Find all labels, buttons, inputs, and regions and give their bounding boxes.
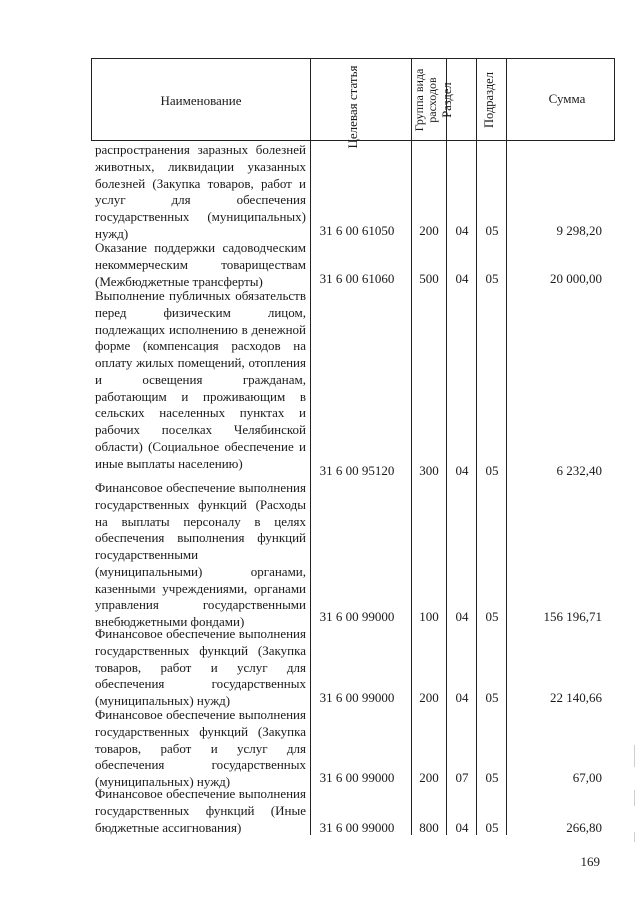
header-expense-group: Группа вида расходов xyxy=(412,68,439,132)
row-target-article: 31 6 00 99000 xyxy=(319,690,395,705)
row-name: Финансовое обеспечение выполнения государственных функций (Расходы на выплаты персоналу в целях обеспечения выполнения функций государственными (муниципальными) органами, казенными учреждениями, органами управления государственными внебюджетными фондами) xyxy=(95,480,306,629)
column-divider xyxy=(310,58,311,835)
row-name: Финансовое обеспечение выполнения государственных функций (Иные бюджетные ассигнования) xyxy=(95,786,306,835)
row-section: 04 xyxy=(455,820,469,835)
row-subsection: 05 xyxy=(485,820,499,835)
row-sum: 156 196,71 xyxy=(543,609,602,624)
row-section: 04 xyxy=(455,223,469,238)
scan-artifact xyxy=(634,790,635,806)
row-expense-group: 200 xyxy=(419,770,439,785)
row-subsection: 05 xyxy=(485,223,499,238)
row-section: 04 xyxy=(455,463,469,478)
row-section: 04 xyxy=(455,609,469,624)
row-sum: 6 232,40 xyxy=(556,463,602,478)
row-sum: 9 298,20 xyxy=(556,223,602,238)
row-target-article: 31 6 00 99000 xyxy=(319,770,395,785)
column-divider xyxy=(476,58,477,835)
row-section: 07 xyxy=(455,770,469,785)
header-sum: Сумма xyxy=(548,91,586,106)
scan-artifact xyxy=(634,832,635,842)
row-target-article: 31 6 00 95120 xyxy=(319,463,395,478)
row-name: Выполнение публичных обязательств перед физическим лицом, подлежащих исполнению в денежной форме (компенсация расходов на оплату жилых помещений, отопления и освещения гражданам, работающим и проживающим в сельских населенных пунктах и рабочих поселках Челябинской области) (Социальное обеспечение и иные выплаты населению) xyxy=(95,288,306,471)
row-subsection: 05 xyxy=(485,609,499,624)
header-name: Наименование xyxy=(160,93,242,108)
page-number: 169 xyxy=(580,854,600,869)
column-divider xyxy=(446,58,447,835)
row-name: распространения заразных болезней животных, ликвидации указанных болезней (Закупка товаров, работ и услуг для обеспечения государственных (муниципальных) нужд) xyxy=(95,142,306,241)
row-sum: 266,80 xyxy=(566,820,602,835)
row-section: 04 xyxy=(455,271,469,286)
header-target-article: Целевая статья xyxy=(345,65,360,149)
row-name: Оказание поддержки садоводческим некоммерческим товариществам (Межбюджетные трансферты) xyxy=(95,240,306,289)
row-sum: 20 000,00 xyxy=(550,271,602,286)
row-name: Финансовое обеспечение выполнения государственных функций (Закупка товаров, работ и услуг для обеспечения государственных (муниципальных) нужд) xyxy=(95,626,306,708)
row-target-article: 31 6 00 99000 xyxy=(319,609,395,624)
row-target-article: 31 6 00 61050 xyxy=(319,223,395,238)
row-target-article: 31 6 00 61060 xyxy=(319,271,395,286)
row-expense-group: 500 xyxy=(419,271,439,286)
header-section: Раздел xyxy=(440,82,454,118)
column-divider xyxy=(614,58,615,140)
row-expense-group: 200 xyxy=(419,223,439,238)
row-expense-group: 800 xyxy=(419,820,439,835)
row-target-article: 31 6 00 99000 xyxy=(319,820,395,835)
row-expense-group: 300 xyxy=(419,463,439,478)
row-expense-group: 100 xyxy=(419,609,439,624)
row-subsection: 05 xyxy=(485,463,499,478)
row-expense-group: 200 xyxy=(419,690,439,705)
row-subsection: 05 xyxy=(485,690,499,705)
row-subsection: 05 xyxy=(485,770,499,785)
scan-artifact xyxy=(634,745,635,767)
row-sum: 22 140,66 xyxy=(550,690,602,705)
row-sum: 67,00 xyxy=(572,770,602,785)
column-divider xyxy=(411,58,412,835)
column-divider xyxy=(506,58,507,835)
header-subsection: Подраздел xyxy=(482,72,496,128)
row-section: 04 xyxy=(455,690,469,705)
row-subsection: 05 xyxy=(485,271,499,286)
row-name: Финансовое обеспечение выполнения государственных функций (Закупка товаров, работ и услуг для обеспечения государственных (муниципальных) нужд) xyxy=(95,707,306,789)
